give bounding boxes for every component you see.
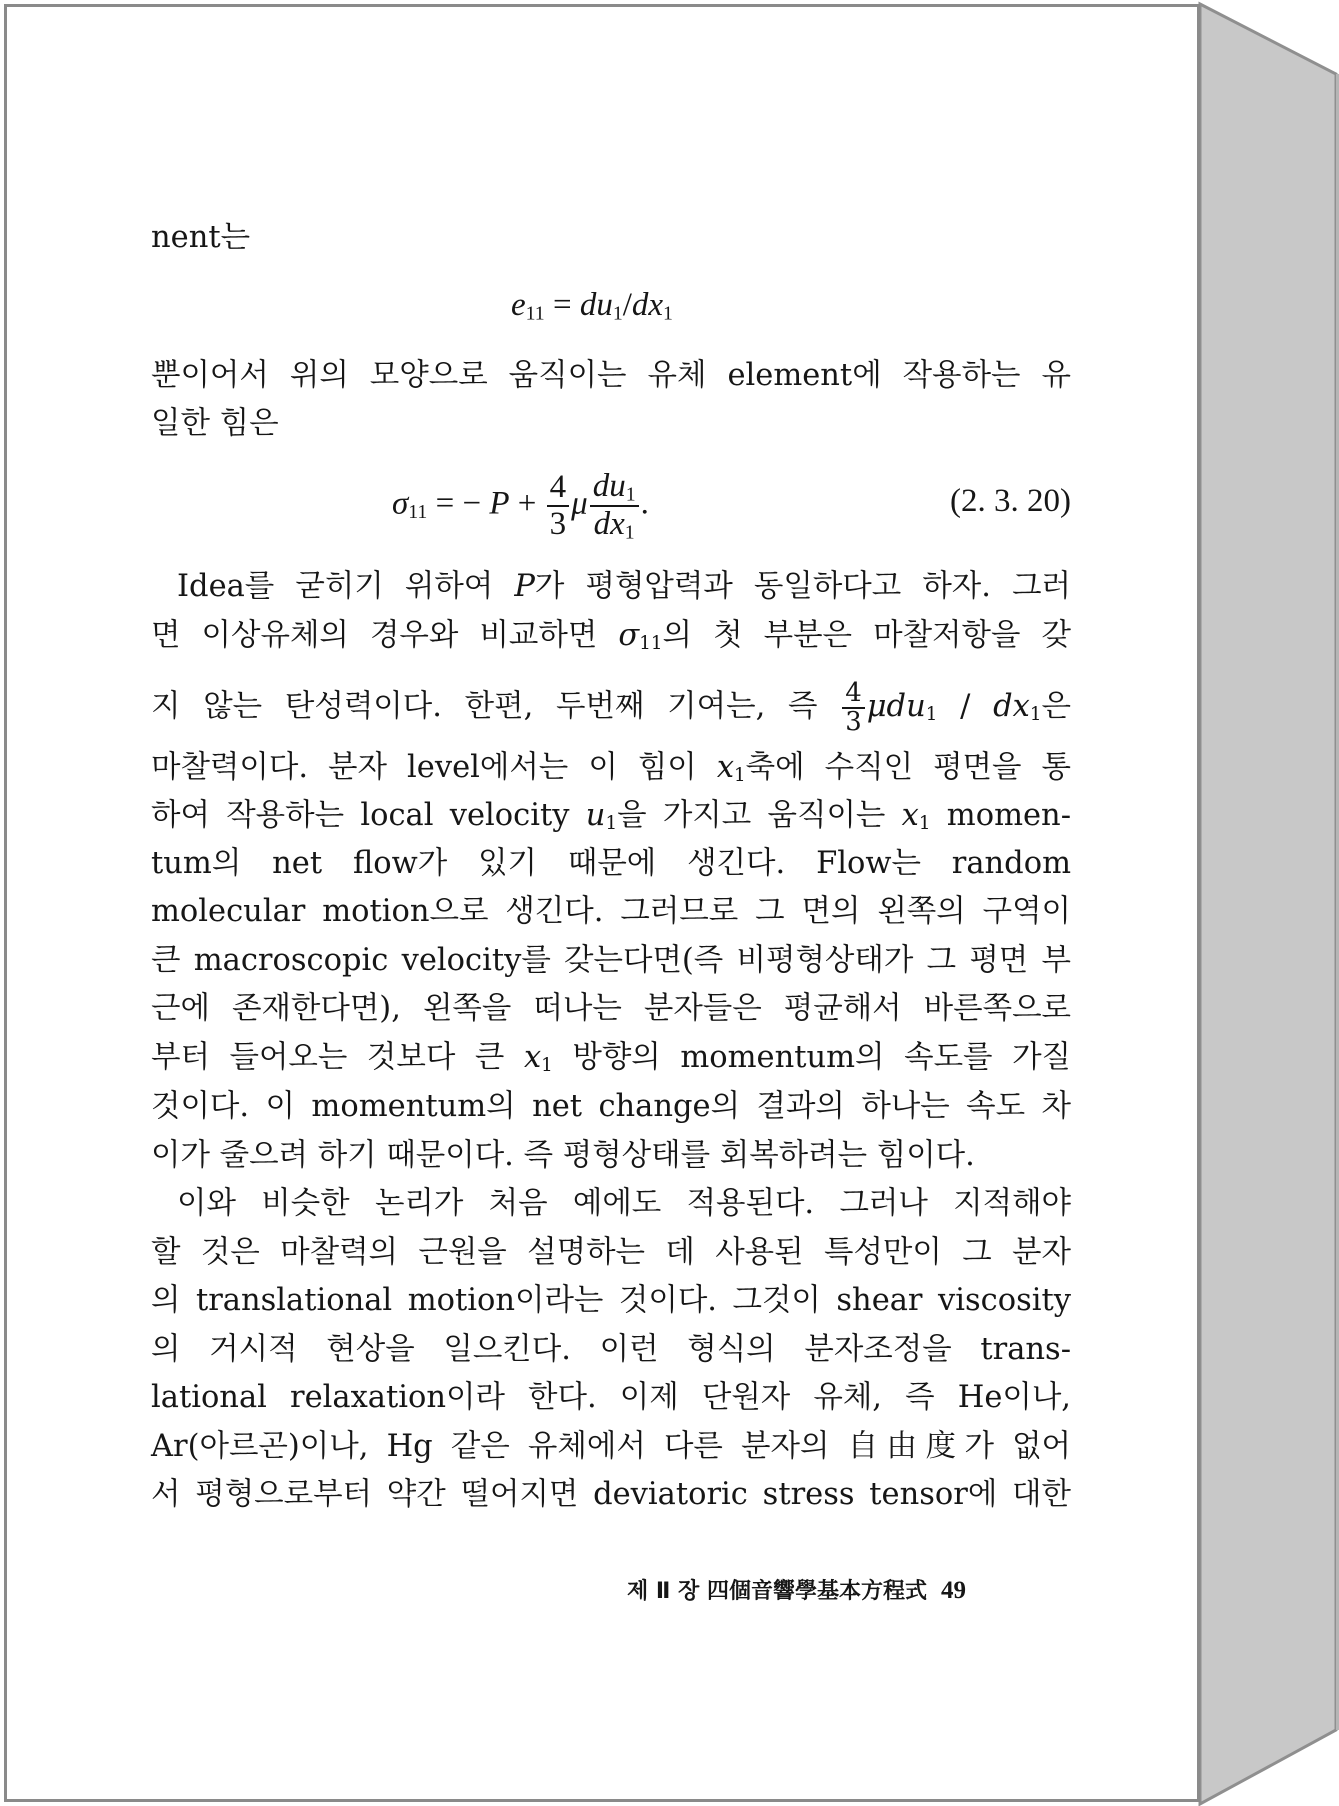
text-line: molecular motion으로 생긴다. 그러므로 그 면의 왼쪽의 구역이 <box>151 894 1071 929</box>
text-line: Ar(아르곤)이나, Hg 같은 유체에서 다른 분자의 自由度가 없어 <box>151 1429 1071 1464</box>
text-line: lational relaxation이라 한다. 이제 단원자 유체, 즉 He이나, <box>151 1380 1071 1415</box>
text-line: 의 translational motion이라는 것이다. 그것이 shear viscosity <box>151 1283 1071 1318</box>
text-line: 하여 작용하는 local velocity $u_1$을 가지고 움직이는 $x_1$ momen- <box>151 798 1072 835</box>
book-side-face <box>1200 4 1336 1804</box>
book-page <box>4 4 1200 1802</box>
chapter-title: 제 Ⅱ 장 四個音響學基本方程式 <box>627 1579 927 1604</box>
text-line: 이가 줄으려 하기 때문이다. 즉 평형상태를 회복하려는 힘이다. <box>151 1138 975 1173</box>
equation-strain-rate: $e_{11} = du_1/dx_1$ <box>511 287 673 325</box>
text-line: 것이다. 이 momentum의 net change의 결과의 하나는 속도 차 <box>151 1089 1071 1124</box>
text-line: 뿐이어서 위의 모양으로 움직이는 유체 element에 작용하는 유 <box>151 358 1071 393</box>
text-line: 근에 존재한다면), 왼쪽을 떠나는 분자들은 평균해서 바른쪽으로 <box>151 991 1071 1026</box>
text-line: nent는 <box>151 220 251 255</box>
text-line: 이와 비슷한 논리가 처음 예에도 적용된다. 그러나 지적해야 <box>177 1186 1071 1221</box>
text-line: tum의 net flow가 있기 때문에 생긴다. Flow는 random <box>151 846 1071 881</box>
page-footer <box>627 1569 1057 1613</box>
text-line: 큰 macroscopic velocity를 갖는다면(즉 비평형상태가 그 평면 부 <box>151 943 1071 978</box>
equation-normal-stress: $\sigma_{11}$ = − P + $\frac{4}{3}$ μ $\frac{du_1}{dx_1}$ . (2. 3. 20) <box>392 468 1071 544</box>
text-line: Idea를 굳히기 위하여 P가 평형압력과 동일하다고 하자. 그러 <box>177 569 1072 604</box>
text-line: 서 평형으로부터 약간 떨어지면 deviatoric stress tensor에 대한 <box>151 1477 1071 1512</box>
equation-number: (2. 3. 20) <box>950 483 1071 519</box>
page-number: 49 <box>940 1577 966 1604</box>
text-line: 일한 힘은 <box>151 406 279 441</box>
text-line: 의 거시적 현상을 일으킨다. 이런 형식의 분자조정을 trans- <box>151 1332 1071 1367</box>
text-line: 지 않는 탄성력이다. 한편, 두번째 기여는, 즉 $\frac{4}{3}$ $\mu du_1 / dx_1$은 <box>151 678 1071 738</box>
text-line: 할 것은 마찰력의 근원을 설명하는 데 사용된 특성만이 그 분자 <box>151 1235 1071 1270</box>
text-line: 면 이상유체의 경우와 비교하면 $\sigma_{11}$의 첫 부분은 마찰저항을 갖 <box>151 618 1071 655</box>
text-line: 부터 들어오는 것보다 큰 $x_1$ 방향의 momentum의 속도를 가질 <box>151 1040 1071 1077</box>
text-line: 마찰력이다. 분자 level에서는 이 힘이 $x_1$축에 수직인 평면을 통 <box>151 750 1071 787</box>
